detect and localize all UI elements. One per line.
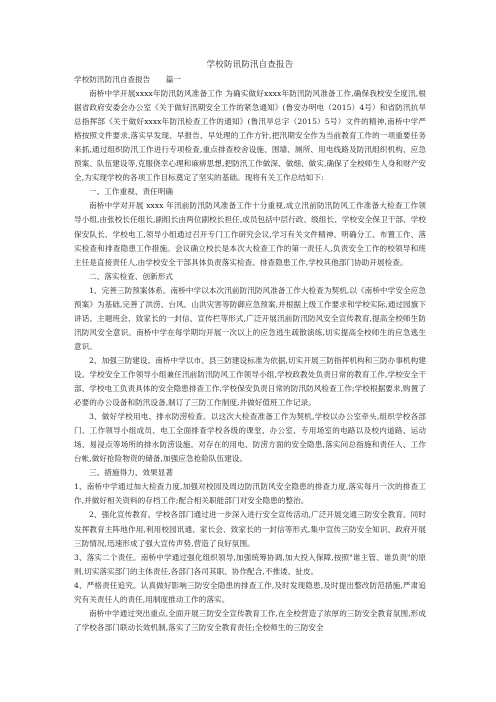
document-title: 学校防讯防汛自查报告	[206, 59, 294, 69]
section-3-item-2: 2、强化宣传教育。学校各部门通过进一步深入进行安全宣传活动,广泛开展交通三防安全教育。同时发挥教育主阵地作用,利用校园讯通、家长会、致家长的一封信等形式,集中宣传三防安全知识、政府开展三防情况,迅速形成了强大宣传声势,营造了良好氛围。	[74, 510, 426, 548]
report-heading: 学校防汛防汛自查报告 篇一	[74, 75, 182, 84]
section-2-item-2: 2、加强三防建设。南桥中学以市、县三防建设标准为依据,切实开展三防指挥机构和三防办事机构建设。学校安全工作领导小组兼任汛前防汛防风工作领导小组,学校政教处负责日常的教育工作,学校安全干部、学校电工负责具体的安全隐患排查工作,学校保安负责日常的防汛防风检查工作;学校根据要求,购置了必要的办公设备和防汛设备,制订了三防工作制度,并做好值班工作记录。	[74, 355, 426, 408]
section-2-item-1: 1、完善三防预案体系。南桥中学以本次汛前防汛防风准备工作大检查为契机,以《南桥中学安全应急预案》为基础,完善了洪涝、台风、山洪灾害等防御应急预案,并根据上级工作要求和学校实际,通过园旗下讲话、主题班会、致家长的一封信、宣传栏等形式,广泛开展汛前防汛防风安全宣传教育,提高全校师生防汛防风安全意识。南桥中学在每学期均开展一次以上的应急逃生疏散演练,切实提高全校师生的应急逃生意识。	[74, 285, 426, 351]
section-2-item-3: 3、做好学校用电、排水防涝检查。以这次大检查准备工作为契机,学校以办公室牵头,组织学校各部门、工作领导小组成员、电工全面排查学校各级的课堂、办公室、专用场室的电路以及校内道路、运动场、易浸点等场所的排水防涝设施。对存在的用电、防涝方面的安全隐患,落实问总指施和责任人、工作台帐,做好抢险物资的储备,加强应急抢险队伍建设。	[74, 412, 426, 464]
section-3-item-3: 3、落实二个责任。南桥中学通过强化组织领导,加强统筹协调,加大投入保障,按照"谁主管、谁负责"的原则,切实落实部门的主体责任,各部门各司其职、协作配合,不推诿、扯皮。	[74, 552, 426, 576]
section-heading-1: 一、工作重视、责任明确	[89, 187, 174, 197]
section-3-item-4: 4、严格责任追究。认真做好影响三防安全隐患的排查工作,及时发现隐患,及时提出整改防范措施,严肃追究有关责任人的责任,用制度推动工作的落实。	[74, 580, 426, 604]
section-3-item-1: 1、南桥中学通过加大检查力度,加强对校园及周边防汛防风安全隐患的排查力度,落实每月一次的排查工作,并做好相关资料的存档工作;配合相关职能部门对安全隐患的整治。	[74, 482, 426, 506]
section-heading-3: 三、措施得力、效果显著	[89, 468, 174, 478]
section-heading-2: 二、落实检查、创新形式	[89, 271, 174, 281]
section-1-paragraph: 南桥中学对开展 xxxx 年汛前防汛防风准备工作十分重视,成立汛前防汛防风工作准备大检查工作领导小组,由张校长任组长,副组长由两位副校长担任,成员包括中层行政、级组长、学校安全保卫干部、学校保安队长、学校电工,领导小组通过召开专门工作研究会议,学习有关文件精神、明确分工、布置工作、落实检查和排查隐患工作措施。会议确立校长是本次大检查工作的第一责任人,负责安全工作的校领导和班主任是直接责任人,由学校安全干部具体负责落实检查、排查隐患工作,学校其他部门协助开展检查。	[74, 201, 426, 267]
closing-paragraph: 南桥中学通过突出重点,全面开展三防安全宣传教育工作,在全校营造了浓厚的三防安全教育氛围,形成了学校各部门联动长效机制,落实了三防安全教育责任;全校师生的三防安全	[74, 608, 426, 632]
intro-paragraph: 南桥中学开展xxxx年防汛防风准备工作 为确实做好xxxx年防汛防风准备工作,确保我校安全度汛,根据省政府安委会办公室《关于做好汛期安全工作的紧急通知》(鲁安办明电（2015）4号）和省防汛抗旱总指挥部《关于做好xxxx年防汛检查工作的通知》(鲁汛旱总字（2015）5号）文件的精神,南桥中学严格按照文件要求,落实早发现、早报告、早处理的工作方针,把汛期安全作为当前教育工作的一项重要任务来抓,通过组织防汛工作进行专项检查,重点排查校舍设施、围墙、厕所、用电线路及防汛组织机构、应急预案、队伍建设等,克服侥幸心理和麻痹思想,把防汛工作做深、做细、做实,确保了全校师生人身和财产安全,为实现学校的各项工作目标奠定了坚实的基础。现将有关工作总结如下:	[74, 89, 426, 183]
